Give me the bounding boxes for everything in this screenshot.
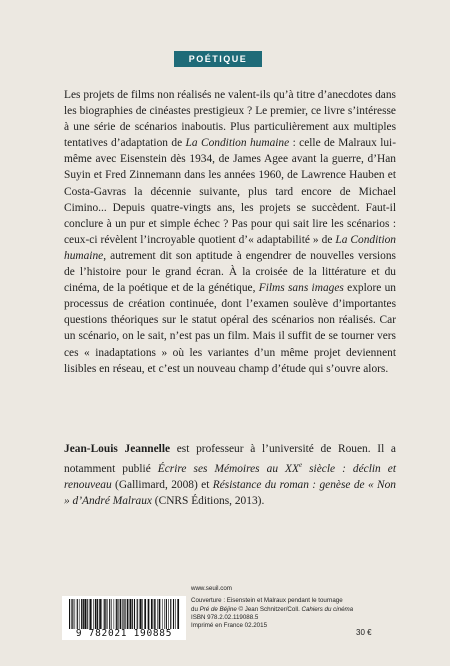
cover-credit-run: Pré de Béjine [199, 605, 237, 613]
barcode [62, 596, 186, 640]
barcode-bar [154, 599, 155, 629]
barcode-bar [101, 599, 102, 629]
bio-run: siècle : déclin et renouveau [64, 462, 396, 491]
barcode-bar [117, 599, 118, 629]
barcode-bar [122, 599, 123, 629]
barcode-bar [72, 599, 73, 629]
barcode-bar [162, 599, 163, 629]
barcode-bar [81, 599, 82, 629]
credits [191, 585, 401, 630]
blurb-run: , autrement dit son aptitude à engendrer de nouvelles versions de l’histoire pour le grand écran. À la croisée de la littérature et du cinéma, de la poétique et de la génétique, [64, 249, 396, 295]
barcode-bar [140, 599, 142, 629]
barcode-bar [142, 599, 143, 629]
barcode-bar [114, 599, 115, 629]
collection-badge: POÉTIQUE [174, 51, 262, 67]
blurb-run: Les projets de films non réalisés ne valent-ils qu’à titre d’anecdotes dans les biographies de cinéastes prestigieux ? Le premier, ce livre s’intéresse à une série de scénarios inaboutis. Plus particulièrement aux multiples tentatives d’adaptation de [64, 89, 396, 150]
barcode-bar [116, 599, 117, 629]
barcode-bar [137, 599, 138, 629]
barcode-bar [87, 599, 88, 629]
barcode-digits: 9 782021 190885 [75, 628, 173, 639]
barcode-bar [168, 599, 169, 629]
blurb-run: La Condition humaine [64, 233, 396, 262]
barcode-bar [134, 599, 135, 629]
barcode-bar [95, 599, 97, 629]
bio-run: (Gallimard, 2008) et [111, 478, 213, 491]
barcode-bar [105, 599, 106, 629]
bio-run: (CNRS Éditions, 2013). [151, 495, 265, 508]
website: www.seuil.com [191, 585, 232, 592]
barcode-bar [90, 599, 92, 629]
barcode-bar [151, 599, 153, 629]
printed-in: Imprimé en France 02.2015 [191, 622, 268, 630]
barcode-bar [177, 599, 179, 629]
barcode-bar [173, 599, 174, 629]
barcode-bar [164, 599, 165, 629]
barcode-bar [71, 599, 72, 629]
barcode-bar [104, 599, 105, 629]
isbn: ISBN 978.2.02.119088.5 [191, 613, 259, 621]
barcode-bar [175, 599, 176, 629]
barcode-bar [144, 599, 146, 629]
barcode-bar [109, 599, 110, 629]
barcode-bar [132, 599, 133, 629]
barcode-bar [89, 599, 90, 629]
barcode-bar [75, 599, 76, 629]
bio-run: e [298, 461, 303, 470]
barcode-bar [97, 599, 98, 629]
barcode-bar [148, 599, 150, 629]
cover-credit-line1: Couverture : Eisenstein et Malraux pendant le tournage [191, 597, 343, 605]
cover-credit-line2 [191, 606, 401, 614]
barcode-bar [111, 599, 112, 629]
barcode-bar [159, 599, 161, 629]
bio-run: Écrire ses Mémoires au XX [157, 462, 299, 475]
blurb-paragraph [64, 87, 396, 377]
bio-run: est professeur à l’université de Rouen. Il a notamment publié [64, 443, 396, 475]
blurb-run: explore un processus de création continuée, dont l’examen soulève d’importantes questions théoriques sur le statut opéral des scénarios non réalisés. Car un scénario, on le sait, n’est pas un film. Mais il suffit de se tourner vers ces « inadaptations » où les variantes d’un même projet deviennent lisibles en réseau, et c’est un nouveau champ d’étude qui s’ouvre alors. [64, 282, 396, 375]
barcode-bar [123, 599, 124, 629]
cover-credit-run: © Jean Schnitzer/Coll. [236, 605, 302, 613]
blurb-run: La Condition humaine [185, 137, 290, 150]
blurb-run: Films sans images [258, 282, 344, 295]
barcode-bar [77, 599, 78, 629]
barcode-bar [170, 599, 171, 629]
blurb-text [64, 87, 396, 377]
barcode-bar [99, 599, 101, 629]
barcode-bar [83, 599, 84, 629]
barcode-bar [139, 599, 140, 629]
barcode-bar [157, 599, 158, 629]
barcode-bar [155, 599, 156, 629]
barcode-bars [68, 599, 180, 629]
barcode-bar [84, 599, 86, 629]
bio-run: Résistance du roman : genèse de « Non » d’André Malraux [64, 478, 396, 508]
author-bio-paragraph [64, 441, 396, 509]
barcode-bar [125, 599, 126, 629]
barcode-bar [130, 599, 132, 629]
barcode-bar [120, 599, 122, 629]
bio-run: Jean-Louis Jeannelle [64, 443, 171, 455]
blurb-run: : celle de Malraux lui-même avec Eisenstein dès 1934, de James Agee avant la guerre, d’Han Suyin et Fred Zinnemann dans les années 1960, de Lawrence Hauben et Costa-Gavras la décennie suivante, plus tard encore de Michael Cimino... Depuis quatre-vingts ans, les projets se succèdent. Faut-il conclure à un pur et simple échec ? Pas pour qui sait lire les scénarios : ceux-ci révèlent l’incroyable quotient d’« adaptabilité » de [64, 137, 397, 246]
barcode-bar [93, 599, 94, 629]
author-bio [64, 441, 396, 509]
barcode-bar [127, 599, 129, 629]
cover-credit-run: Cahiers du cinéma [301, 605, 354, 613]
price: 30 € [356, 628, 372, 637]
cover-credit-run: du [191, 605, 200, 613]
barcode-bar [69, 599, 70, 629]
barcode-bar [107, 599, 108, 629]
barcode-bar [166, 599, 167, 629]
barcode-bar [79, 599, 80, 629]
